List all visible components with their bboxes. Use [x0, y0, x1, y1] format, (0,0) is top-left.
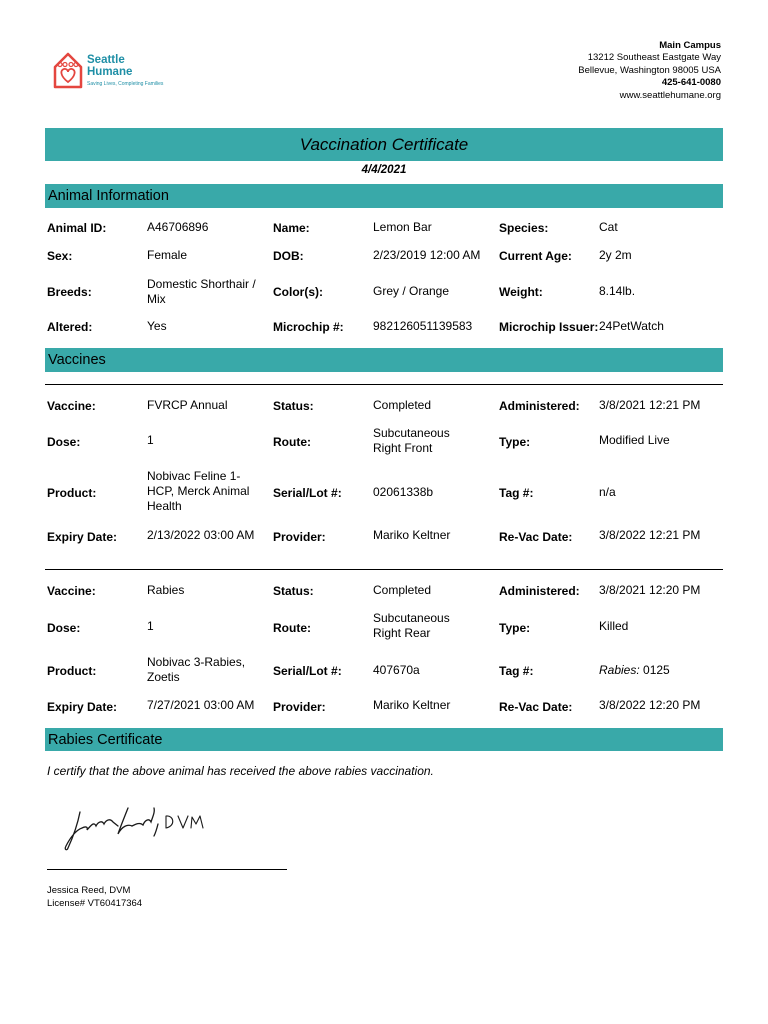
campus-phone: 425-641-0080	[661, 77, 721, 89]
value-product	[147, 469, 249, 514]
value-breeds-line-2: Mix	[147, 292, 166, 306]
label-dose: Dose:	[47, 435, 81, 449]
campus-info	[578, 40, 721, 102]
value-expiry-date: 7/27/2021 03:00 AM	[147, 698, 255, 712]
label-microchip-issuer: Microchip Issuer:	[499, 320, 599, 334]
value-provider: Mariko Keltner	[373, 528, 451, 542]
value-revac-date: 3/8/2022 12:21 PM	[599, 528, 701, 542]
value-current-age: 2y 2m	[599, 248, 632, 262]
value-provider: Mariko Keltner	[373, 698, 451, 712]
logo-line-2: Humane	[87, 66, 133, 78]
label-revac-date: Re-Vac Date:	[499, 530, 573, 544]
label-product: Product:	[47, 486, 97, 500]
value-dob: 2/23/2019 12:00 AM	[373, 248, 481, 262]
label-species: Species:	[499, 221, 549, 235]
value-tag	[599, 663, 670, 678]
label-dob: DOB:	[273, 249, 304, 263]
value-type: Modified Live	[599, 433, 670, 447]
value-administered: 3/8/2021 12:20 PM	[599, 583, 701, 597]
value-product-line-3: Health	[147, 499, 182, 513]
value-administered: 3/8/2021 12:21 PM	[599, 398, 701, 412]
certificate-date: 4/4/2021	[361, 164, 407, 176]
label-serial-lot: Serial/Lot #:	[273, 486, 342, 500]
campus-address-2: Bellevue, Washington 98005 USA	[578, 64, 721, 76]
label-provider: Provider:	[273, 700, 326, 714]
value-sex: Female	[147, 248, 188, 262]
label-dose: Dose:	[47, 621, 81, 635]
label-vaccine: Vaccine:	[47, 399, 96, 413]
value-product-line-2: HCP, Merck Animal	[147, 484, 250, 498]
label-administered: Administered:	[499, 399, 580, 413]
signer-block	[47, 884, 142, 910]
value-route-line-1: Subcutaneous	[373, 611, 450, 625]
value-microchip: 982126051139583	[373, 319, 473, 333]
value-product-line-2: Zoetis	[147, 670, 180, 684]
value-microchip-issuer: 24PetWatch	[599, 319, 664, 333]
value-colors: Grey / Orange	[373, 284, 450, 298]
value-type: Killed	[599, 619, 629, 633]
label-route: Route:	[273, 435, 311, 449]
label-sex: Sex:	[47, 249, 73, 263]
label-vaccine: Vaccine:	[47, 584, 96, 598]
label-weight: Weight:	[499, 285, 543, 299]
signature-line	[47, 869, 287, 870]
label-breeds: Breeds:	[47, 285, 92, 299]
value-tag-prefix: Rabies:	[599, 663, 640, 677]
certificate-title: Vaccination Certificate	[45, 128, 723, 161]
logo-wordmark	[87, 54, 132, 78]
label-type: Type:	[499, 435, 531, 449]
value-dose: 1	[147, 433, 154, 447]
value-route	[373, 611, 450, 641]
vaccine-divider	[45, 384, 723, 385]
campus-website[interactable]: www.seattlehumane.org	[619, 89, 721, 101]
label-expiry-date: Expiry Date:	[47, 700, 118, 714]
value-dose: 1	[147, 619, 154, 633]
campus-address-1: 13212 Southeast Eastgate Way	[587, 52, 721, 64]
value-name: Lemon Bar	[373, 220, 432, 234]
value-serial-lot: 02061338b	[373, 485, 434, 499]
logo-line-1: Seattle	[87, 54, 125, 66]
value-vaccine: Rabies	[147, 583, 185, 597]
label-animal-id: Animal ID:	[47, 221, 107, 235]
value-animal-id: A46706896	[147, 220, 209, 234]
signer-license: License# VT60417364	[47, 898, 143, 909]
label-provider: Provider:	[273, 530, 326, 544]
rabies-certification-statement: I certify that the above animal has received the above rabies vaccination.	[47, 764, 434, 778]
seattle-humane-logo	[52, 50, 162, 94]
section-animal-information: Animal Information	[45, 184, 723, 208]
label-tag: Tag #:	[499, 486, 534, 500]
label-status: Status:	[273, 399, 314, 413]
label-administered: Administered:	[499, 584, 580, 598]
label-revac-date: Re-Vac Date:	[499, 700, 573, 714]
label-expiry-date: Expiry Date:	[47, 530, 118, 544]
label-colors: Color(s):	[273, 285, 323, 299]
value-breeds-line-1: Domestic Shorthair /	[147, 277, 256, 291]
signature-image	[58, 800, 228, 860]
value-species: Cat	[599, 220, 618, 234]
value-route-line-2: Right Front	[373, 441, 433, 455]
label-name: Name:	[273, 221, 310, 235]
value-status: Completed	[373, 398, 432, 412]
value-vaccine: FVRCP Annual	[147, 398, 228, 412]
campus-name: Main Campus	[659, 40, 721, 51]
label-status: Status:	[273, 584, 314, 598]
value-tag-number: 0125	[643, 663, 670, 677]
label-type: Type:	[499, 621, 531, 635]
label-altered: Altered:	[47, 320, 93, 334]
value-route-line-1: Subcutaneous	[373, 426, 450, 440]
value-product-line-1: Nobivac Feline 1-	[147, 469, 241, 483]
value-weight: 8.14lb.	[599, 284, 636, 298]
vaccine-divider	[45, 569, 723, 570]
value-product-line-1: Nobivac 3-Rabies,	[147, 655, 246, 669]
value-product	[147, 655, 245, 685]
section-vaccines: Vaccines	[45, 348, 723, 372]
house-heart-icon	[52, 50, 84, 90]
value-revac-date: 3/8/2022 12:20 PM	[599, 698, 701, 712]
value-serial-lot: 407670a	[373, 663, 420, 677]
label-serial-lot: Serial/Lot #:	[273, 664, 342, 678]
label-microchip: Microchip #:	[273, 320, 344, 334]
value-route	[373, 426, 450, 456]
value-route-line-2: Right Rear	[373, 626, 431, 640]
label-current-age: Current Age:	[499, 249, 572, 263]
logo-tagline: Saving Lives, Completing Families	[87, 81, 164, 87]
label-tag: Tag #:	[499, 664, 534, 678]
value-status: Completed	[373, 583, 432, 597]
value-expiry-date: 2/13/2022 03:00 AM	[147, 528, 255, 542]
label-route: Route:	[273, 621, 311, 635]
section-rabies-certificate: Rabies Certificate	[45, 728, 723, 751]
signer-name: Jessica Reed, DVM	[47, 885, 131, 896]
value-altered: Yes	[147, 319, 167, 333]
value-tag: n/a	[599, 485, 616, 499]
value-breeds	[147, 277, 256, 307]
label-product: Product:	[47, 664, 97, 678]
